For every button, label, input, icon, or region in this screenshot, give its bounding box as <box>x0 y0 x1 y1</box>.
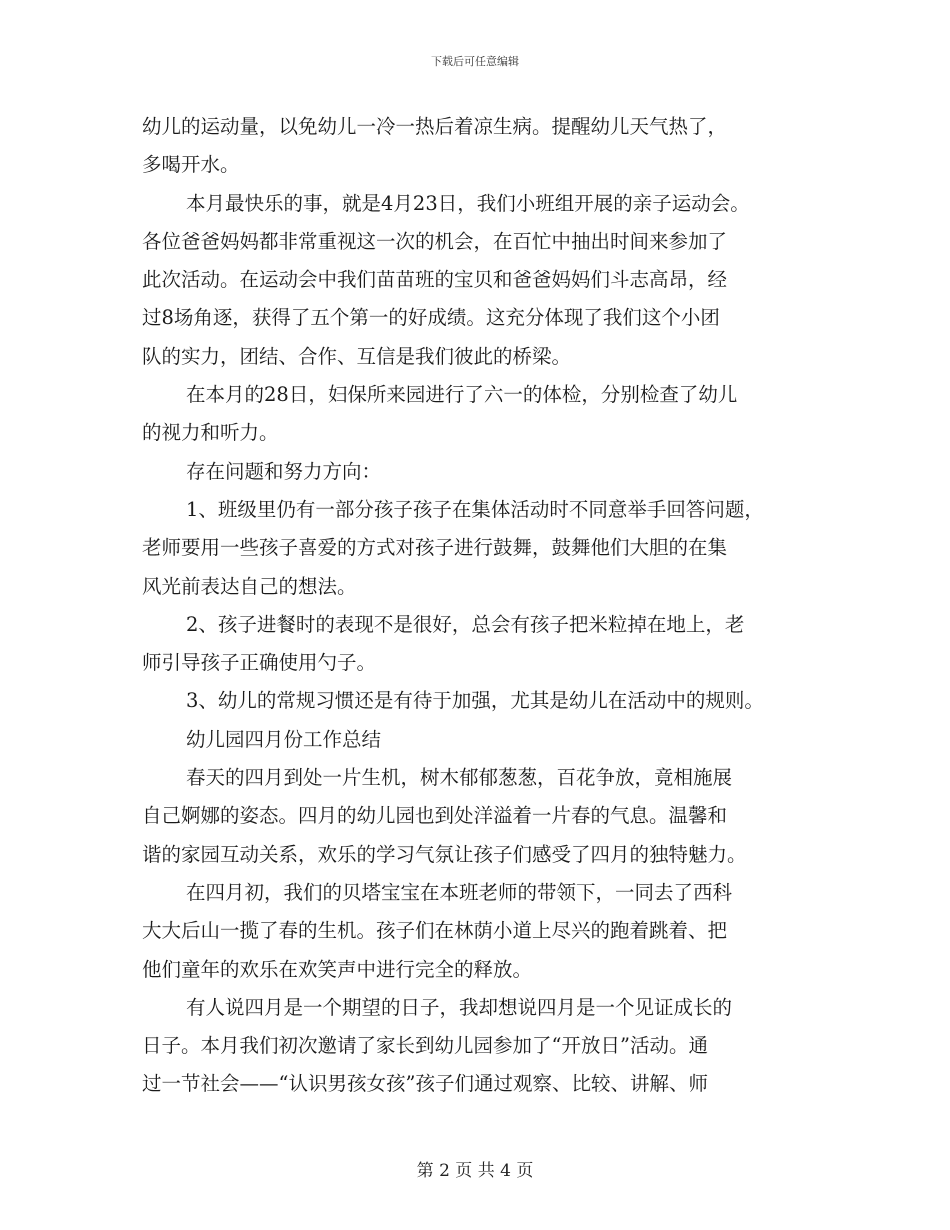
text-line: 本月最快乐的事，就是4月23日，我们小班组开展的亲子运动会。 <box>186 191 750 215</box>
text-line: 1、班级里仍有一部分孩子孩子在集体活动时不同意举手回答问题， <box>186 497 764 521</box>
text-line: 的视力和听力。 <box>142 421 279 445</box>
text-line: 日子。本月我们初次邀请了家长到幼儿园参加了“开放日”活动。通 <box>142 1034 708 1058</box>
text-line: 老师要用一些孩子喜爱的方式对孩子进行鼓舞，鼓舞他们大胆的在集 <box>142 536 728 560</box>
text-line: 此次活动。在运动会中我们苗苗班的宝贝和爸爸妈妈们斗志高昂，经 <box>142 268 728 292</box>
text-line: 师引导孩子正确使用勺子。 <box>142 651 377 675</box>
text-line: 过8场角逐，获得了五个第一的好成绩。这充分体现了我们这个小团 <box>142 306 720 330</box>
page-footer: 第 2 页 共 4 页 <box>416 1161 534 1181</box>
text-line: 幼儿园四月份工作总结 <box>186 727 382 751</box>
text-line: 风光前表达自己的想法。 <box>142 574 357 598</box>
text-line: 春天的四月到处一片生机，树木郁郁葱葱，百花争放，竟相施展 <box>186 766 733 790</box>
text-line: 过一节社会——“认识男孩女孩”孩子们通过观察、比较、讲解、师 <box>142 1072 708 1096</box>
text-line: 大大后山一揽了春的生机。孩子们在林荫小道上尽兴的跑着跳着、把 <box>142 919 728 943</box>
text-line: 2、孩子进餐时的表现不是很好，总会有孩子把米粒掉在地上，老 <box>186 612 745 636</box>
document-body <box>142 108 822 1104</box>
text-line: 谐的家园互动关系，欢乐的学习气氛让孩子们感受了四月的独特魅力。 <box>142 842 747 866</box>
text-line: 有人说四月是一个期望的日子，我却想说四月是一个见证成长的 <box>186 995 733 1019</box>
text-line: 存在问题和努力方向： <box>186 459 382 483</box>
text-line: 各位爸爸妈妈都非常重视这一次的机会，在百忙中抽出时间来参加了 <box>142 229 728 253</box>
text-line: 他们童年的欢乐在欢笑声中进行完全的释放。 <box>142 957 533 981</box>
text-line: 在四月初，我们的贝塔宝宝在本班老师的带领下，一同去了西科 <box>186 880 733 904</box>
text-line: 幼儿的运动量，以免幼儿一冷一热后着凉生病。提醒幼儿天气热了， <box>142 115 728 138</box>
page-header: 下载后可任意编辑 <box>431 55 519 68</box>
text-line: 3、幼儿的常规习惯还是有待于加强，尤其是幼儿在活动中的规则。 <box>186 689 764 713</box>
text-line: 在本月的28日，妇保所来园进行了六一的体检，分别检查了幼儿 <box>186 383 738 407</box>
text-line: 多喝开水。 <box>142 153 240 177</box>
text-line: 队的实力，团结、合作、互信是我们彼此的桥梁。 <box>142 344 572 368</box>
text-line: 自己婀娜的姿态。四月的幼儿园也到处洋溢着一片春的气息。温馨和 <box>142 804 728 828</box>
